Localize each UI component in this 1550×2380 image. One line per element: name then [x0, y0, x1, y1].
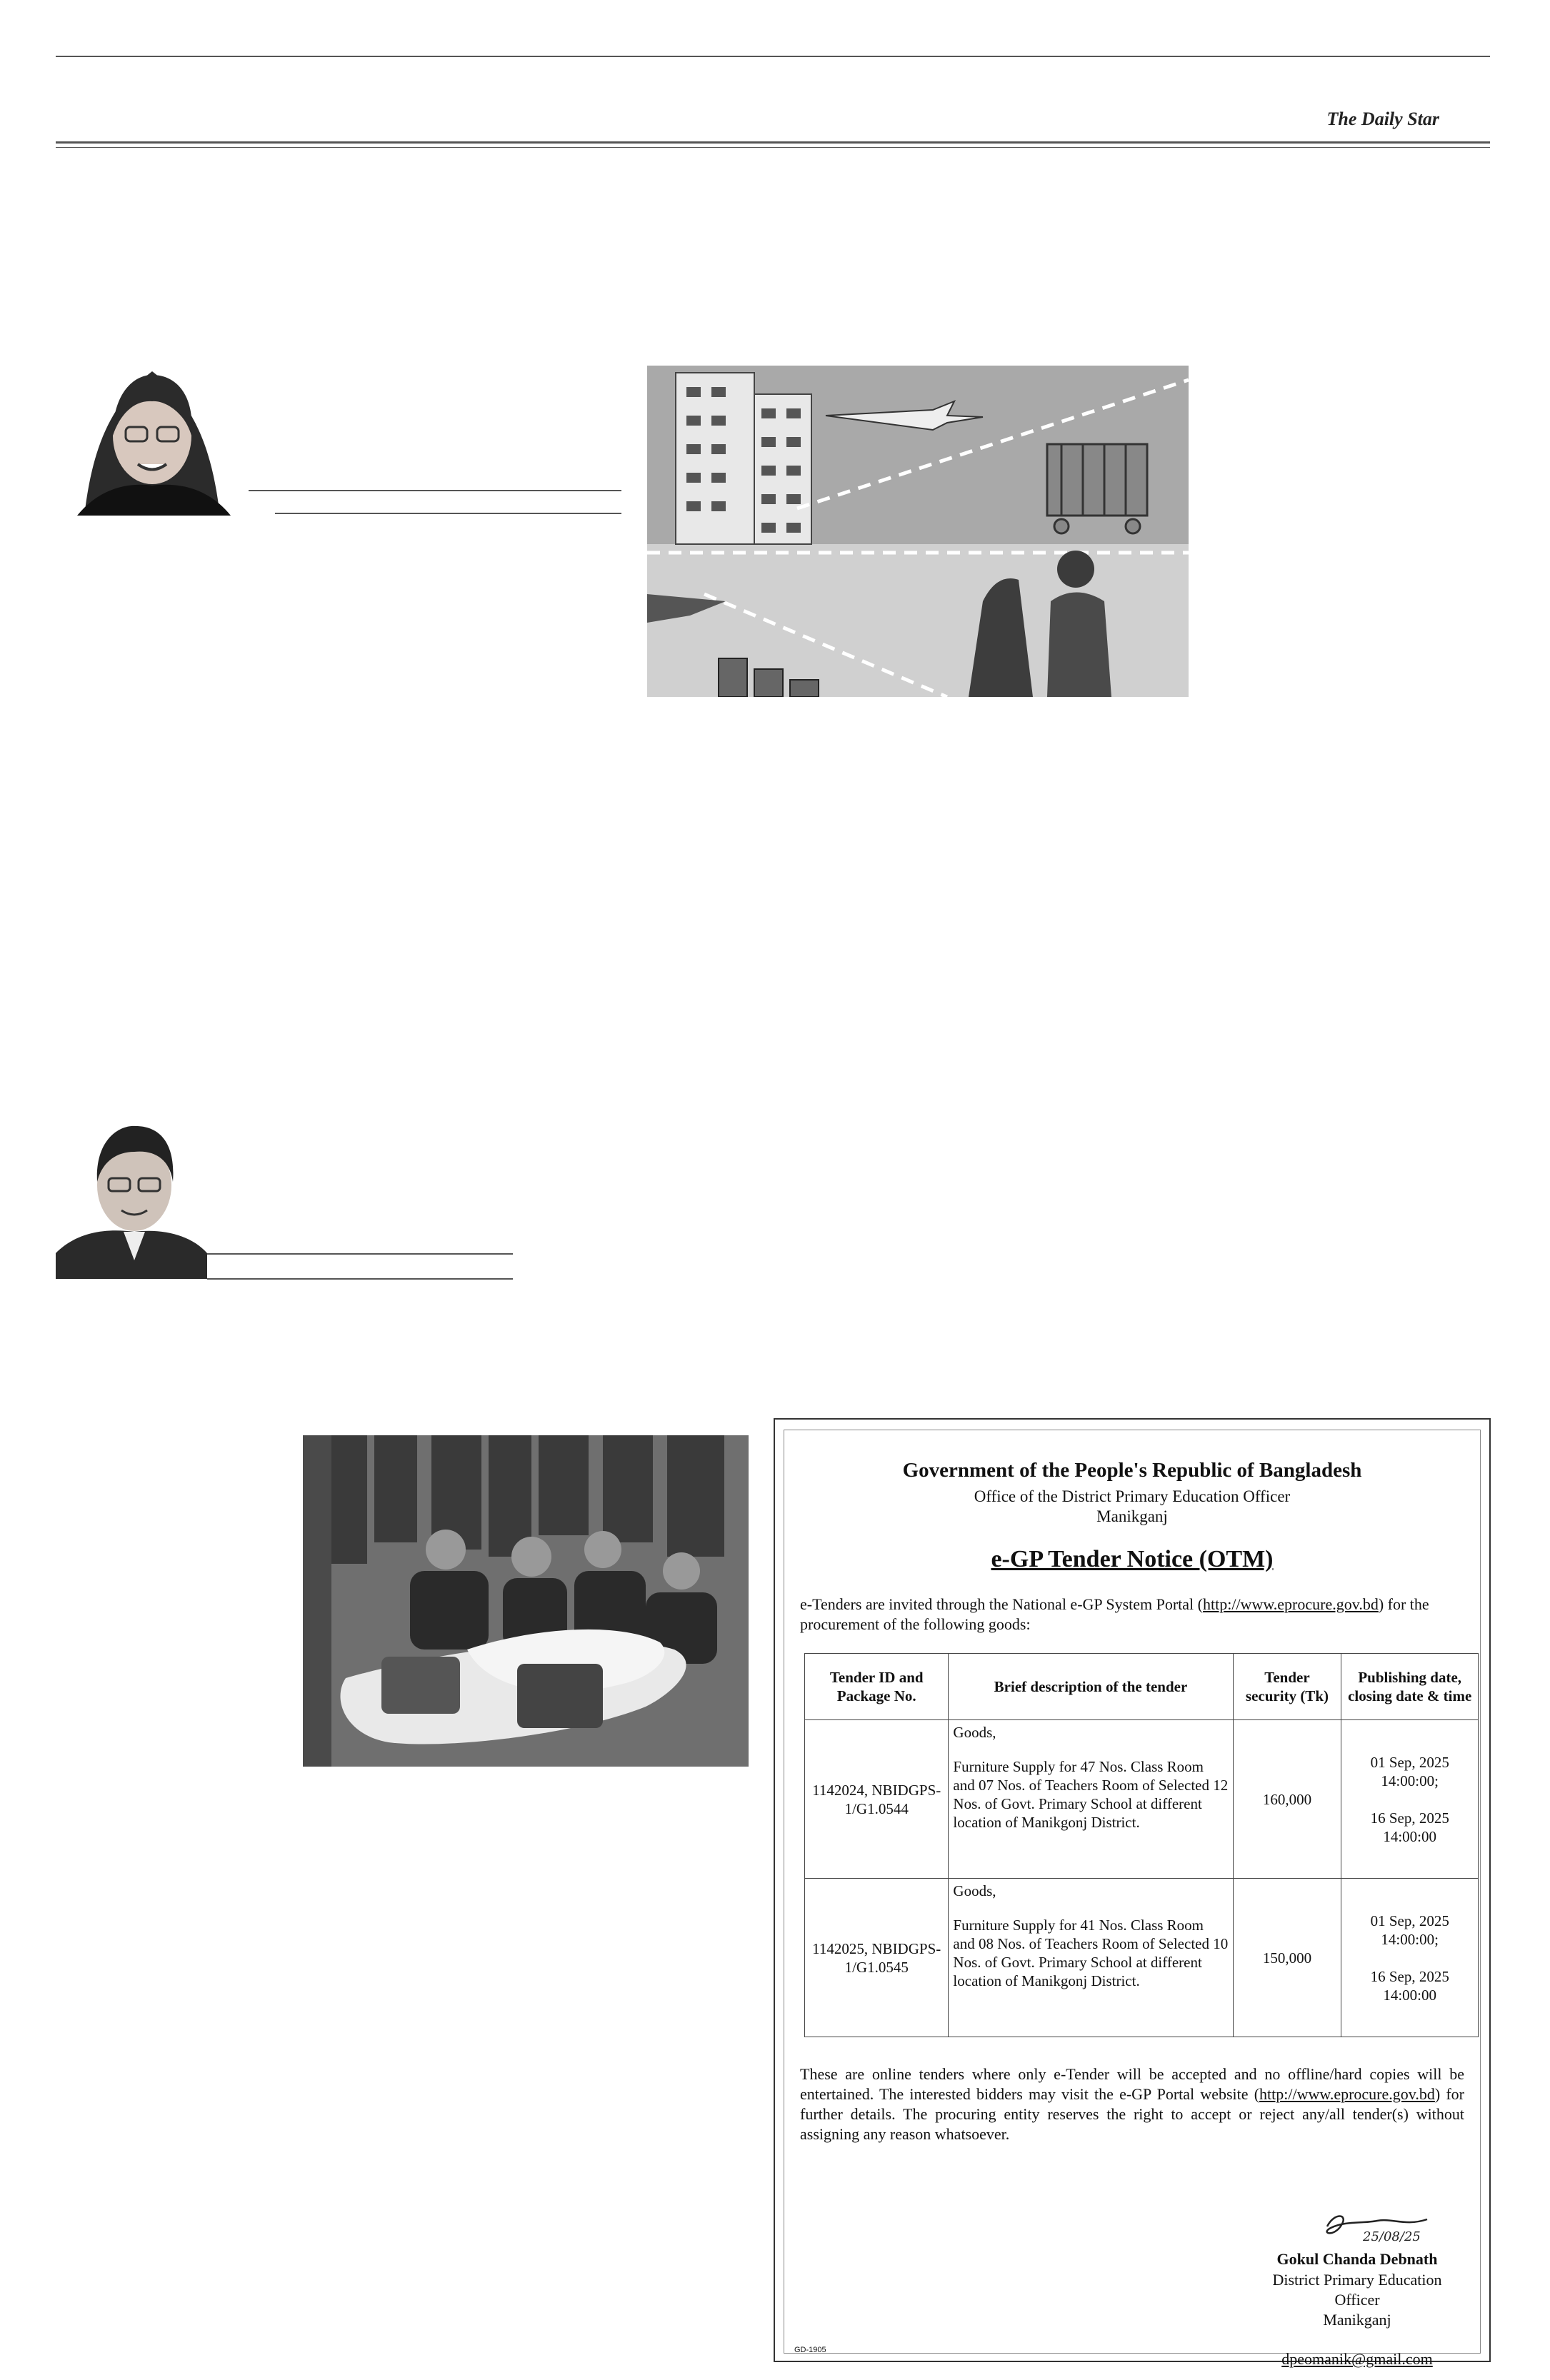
- tender-table: [804, 1653, 1479, 2037]
- notice-government: Government of the People's Republic of Bangladesh: [902, 1459, 1362, 1482]
- author-rule-2b: [207, 1278, 513, 1280]
- row-close: 16 Sep, 2025 14:00:00: [1370, 1967, 1449, 2004]
- notice-intro: [800, 1595, 1464, 1635]
- table-row: [805, 1879, 1479, 2037]
- signer-title-2: Officer: [1334, 2291, 1380, 2309]
- journalists-photo: [303, 1435, 749, 1767]
- notice-title: e-GP Tender Notice (OTM): [991, 1546, 1274, 1572]
- row-publish: 01 Sep, 2025 14:00:00;: [1370, 1753, 1449, 1789]
- row-close: 16 Sep, 2025 14:00:00: [1370, 1809, 1449, 1845]
- author-photo-1: [56, 350, 249, 516]
- table-header-row: [805, 1654, 1479, 1720]
- author-photo-2: [56, 1118, 207, 1279]
- author-rule-1b: [275, 513, 621, 514]
- row-description-text: Furniture Supply for 41 Nos. Class Room and 08 Nos. of Teachers Room of Selected 10 Nos. of Govt. Primary School at different location of Manikgonj District.: [953, 1917, 1229, 1989]
- intro-suffix: ) for the procurement of the following goods:: [800, 1595, 1429, 1633]
- author-rule-2a: [207, 1253, 513, 1255]
- header-rule-1: [56, 141, 1490, 144]
- header-rule-2: [56, 147, 1490, 148]
- notice-office: Office of the District Primary Education Officer: [974, 1487, 1291, 1505]
- signer-email[interactable]: dpeomanik@gmail.com: [1281, 2350, 1433, 2368]
- signer-name: Gokul Chanda Debnath: [1276, 2250, 1438, 2268]
- row-security: 150,000: [1233, 1879, 1341, 2037]
- intro-prefix: e-Tenders are invited through the National e-GP System Portal (: [800, 1595, 1203, 1613]
- row-description: [949, 1720, 1233, 1879]
- notice-place: Manikganj: [1096, 1507, 1168, 1525]
- footer-link[interactable]: http://www.eprocure.gov.bd: [1259, 2085, 1435, 2103]
- economy-illustration: [647, 366, 1189, 697]
- row-tender-id: 1142024, NBIDGPS-1/G1.0544: [805, 1720, 949, 1879]
- author-rule-1a: [249, 490, 621, 491]
- notice-footer: [800, 2064, 1464, 2144]
- row-dates: [1341, 1720, 1479, 1879]
- notice-code: GD-1905: [794, 2346, 826, 2354]
- col-tender-id: Tender ID and Package No.: [805, 1654, 949, 1720]
- signer-place: Manikganj: [1323, 2311, 1391, 2329]
- row-security: 160,000: [1233, 1720, 1341, 1879]
- col-security: Tender security (Tk): [1233, 1654, 1341, 1720]
- row-tender-id: 1142025, NBIDGPS-1/G1.0545: [805, 1879, 949, 2037]
- signature: [1313, 2205, 1456, 2248]
- top-rule: [56, 56, 1490, 57]
- row-category: Goods,: [953, 1724, 996, 1741]
- row-description-text: Furniture Supply for 47 Nos. Class Room and 07 Nos. of Teachers Room of Selected 12 Nos. of Govt. Primary School at different location of Manikgonj District.: [953, 1758, 1229, 1831]
- col-dates: Publishing date, closing date & time: [1341, 1654, 1479, 1720]
- table-row: [805, 1720, 1479, 1879]
- masthead-logo: The Daily Star: [1326, 109, 1439, 129]
- notice-border: [784, 1430, 1481, 2368]
- signature-date: 25/08/25: [1363, 2229, 1421, 2244]
- signer-title-1: District Primary Education: [1272, 2271, 1442, 2289]
- row-publish: 01 Sep, 2025 14:00:00;: [1370, 1912, 1449, 1948]
- row-description: [949, 1879, 1233, 2037]
- footer-text-b: ) for further details. The procuring entity reserves the right to accept or reject any/all tender(s) without assigning any reason whatsoever.: [800, 2085, 1464, 2143]
- row-category: Goods,: [953, 1882, 996, 1899]
- col-description: Brief description of the tender: [949, 1654, 1233, 1720]
- row-dates: [1341, 1879, 1479, 2037]
- tender-notice: [774, 1418, 1491, 2368]
- intro-link[interactable]: http://www.eprocure.gov.bd: [1203, 1595, 1379, 1613]
- signer-designation: [1250, 2270, 1464, 2330]
- footer-text-a: These are online tenders where only e-Tender will be accepted and no offline/hard copies will be entertained. The interested bidders may visit the e-GP Portal website (: [800, 2065, 1464, 2103]
